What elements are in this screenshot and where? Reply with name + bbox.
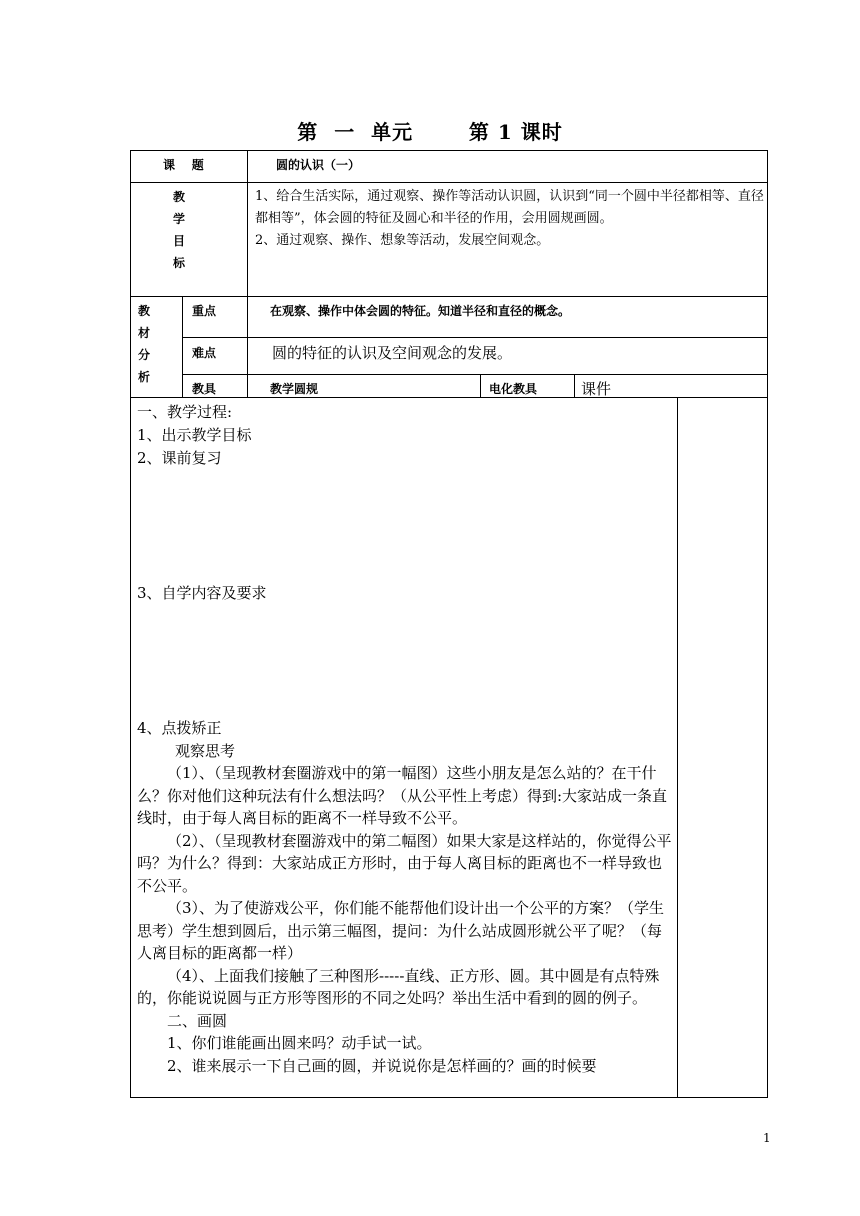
table-line xyxy=(677,397,678,1097)
tools-value: 教学圆规 xyxy=(270,382,319,396)
goal-item: 1、给合生活实际，通过观察、操作等活动认识圆，认识到“同一个圆中半径都相等、直径都相等”，体会圆的特征及圆心和半径的作用，会用圆规画圆。 xyxy=(255,189,764,226)
process-step: 4、点拨矫正 xyxy=(137,719,222,737)
media-value: 课件 xyxy=(581,380,612,398)
topic-label: 课 题 xyxy=(163,158,204,172)
table-line xyxy=(130,296,768,297)
goal-item: 2、通过观察、操作、想象等活动，发展空间观念。 xyxy=(255,233,550,248)
table-line xyxy=(182,337,768,338)
paragraph: （3）、为了使游戏公平，你们能不能帮他们设计出一个公平的方案？（学生思考）学生想到圆后，出示第三幅图，提问：为什么站成圆形就公平了呢？（每人离目标的距离都一样） xyxy=(137,899,665,962)
difficulty-value: 圆的特征的认识及空间观念的发展。 xyxy=(272,344,513,362)
goals-label-char: 学 xyxy=(172,212,185,226)
process-step: 3、自学内容及要求 xyxy=(137,584,267,602)
observe-heading: 观察思考 xyxy=(175,742,236,760)
analysis-label-char: 分 xyxy=(137,348,150,362)
teaching-goals xyxy=(255,186,765,252)
table-line xyxy=(130,150,131,1098)
process-heading: 一、教学过程: xyxy=(137,403,233,421)
table-line xyxy=(130,182,768,183)
difficulty-label: 难点 xyxy=(192,346,217,360)
table-line xyxy=(130,150,768,151)
table-line xyxy=(182,296,183,397)
media-label: 电化教具 xyxy=(489,382,538,396)
analysis-label-char: 教 xyxy=(137,304,150,318)
paragraph: （2）、（呈现教材套圈游戏中的第二幅图）如果大家是这样站的，你觉得公平吗？为什么？得到：大家站成正方形时，由于每人离目标的距离也不一样导致也不公平。 xyxy=(137,831,672,895)
paragraph: （1）、（呈现教材套圈游戏中的第一幅图）这些小朋友是怎么站的？在干什么？你对他们这种玩法有什么想法吗？（从公平性上考虑）得到:大家站成一条直线时，由于每人离目标的距离不一样导致不公平。 xyxy=(137,764,668,827)
section-heading: 二、画圆 xyxy=(167,1011,228,1030)
process-paragraphs xyxy=(137,762,673,1077)
paragraph: 2、谁来展示一下自己画的圆，并说说你是怎样画的？画的时候要 xyxy=(167,1056,597,1075)
analysis-label-char: 材 xyxy=(137,326,150,340)
analysis-label xyxy=(134,300,154,388)
table-line xyxy=(574,374,575,397)
tools-label: 教具 xyxy=(192,382,217,396)
goals-label-char: 标 xyxy=(172,256,185,270)
table-line xyxy=(247,296,248,397)
goals-label xyxy=(169,186,189,274)
table-line xyxy=(130,1097,768,1098)
key-point-value: 在观察、操作中体会圆的特征。知道半径和直径的概念。 xyxy=(270,304,571,318)
analysis-label-char: 析 xyxy=(137,370,150,384)
goals-label-char: 教 xyxy=(172,190,185,204)
table-line xyxy=(767,150,768,1098)
goals-label-char: 目 xyxy=(172,234,185,248)
table-line xyxy=(480,374,481,397)
key-point-label: 重点 xyxy=(192,304,217,318)
paragraph: （4）、上面我们接触了三种图形-----直线、正方形、圆。其中圆是有点特殊的，你能说说圆与正方形等图形的不同之处吗？举出生活中看到的圆的例子。 xyxy=(137,966,660,1007)
process-step: 1、出示教学目标 xyxy=(137,426,252,444)
table-line xyxy=(247,150,248,296)
process-step: 2、课前复习 xyxy=(137,449,222,467)
topic-value: 圆的认识（一） xyxy=(276,158,361,172)
table-line xyxy=(130,397,768,398)
page-title: 第 一 单元 第 1 课时 xyxy=(297,120,563,144)
paragraph: 1、你们谁能画出圆来吗？动手试一试。 xyxy=(167,1034,432,1052)
table-line xyxy=(182,374,768,375)
page-number: 1 xyxy=(763,1131,771,1145)
